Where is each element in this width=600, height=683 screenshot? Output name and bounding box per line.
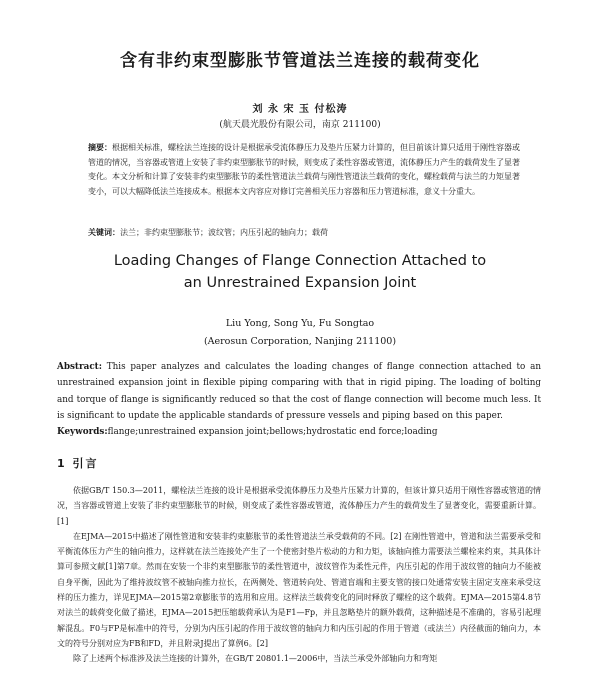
body-paragraph: 除了上述两个标准涉及法兰连接的计算外，在GB/T 20801.1—2006中，当法兰承受外部轴向力和弯矩 <box>73 654 438 664</box>
keywords-cn <box>88 225 520 240</box>
keywords-en <box>57 424 541 440</box>
abstract-cn-text: 根据相关标准，螺栓法兰连接的设计是根据承受流体静压力及垫片压紧力计算的，但目前该计算只适用于刚性容器或管道的情况，当容器或管道上安装了非约束型膨胀节的时候，则变成了柔性容器或管道，流体静压力产生的载荷发生了显著变化。本文分析和计算了安装非约束型膨胀节的柔性管道法兰载荷与刚性管道法兰载荷的变化，螺栓载荷与法兰的力矩显著变小，可以大幅降低法兰连接成本。根据本文内容应对修订完善相关压力容器和压力管道标准，意义十分重大。 <box>88 143 520 196</box>
keywords-en-label: Keywords: <box>57 427 108 437</box>
affiliation-cn: (航天晨光股份有限公司，南京 211100) <box>219 120 381 130</box>
keywords-cn-label: 关键词： <box>88 227 120 237</box>
authors-cn: 刘 永 宋 玉 付松涛 <box>252 104 348 115</box>
abstract-en <box>57 359 541 424</box>
section-heading-introduction: 1 引言 <box>57 457 99 470</box>
paper-title-en-line2: an Unrestrained Expansion Joint <box>183 275 417 291</box>
body-paragraph: 依据GB/T 150.3—2011，螺栓法兰连接的设计是根据承受流体静压力及垫片压紧力计算的，但该计算只适用于刚性容器或管道的情况，当容器或管道上安装了非约束型膨胀节的时候，则变成了柔性容器或管道，流体静压力产生的载荷发生了显著变化，需要重新计算。[1] <box>57 486 541 526</box>
authors-en: Liu Yong, Song Yu, Fu Songtao <box>225 318 375 329</box>
affiliation-en: (Aerosun Corporation, Nanjing 211100) <box>203 336 397 347</box>
abstract-en-text: This paper analyzes and calculates the loading changes of flange connection attached to an unrestrained expansion joint in flexible piping comparing with that in rigid piping. The loading of bolting and torque of flange is significantly reduced so that the cost of flange connection will become much less. It is significant to update the applicable standards of pressure vessels and piping based on this paper. <box>57 362 541 421</box>
body-paragraph: 在EJMA—2015中描述了刚性管道和安装非约束膨胀节的柔性管道法兰承受载荷的不同。[2] 在刚性管道中，管道和法兰需要承受和平衡流体压力产生的轴向推力，这样就在法兰连接处产生了一个使密封垫片松动的力和力矩，该轴向推力需要法兰螺栓来约束，其具体计算可参照文献[1]第7章。然而在安装一个非约束型膨胀节的柔性管道中，波纹管作为柔性元件，内压引起的作用于波纹管的轴向力不能被自身平衡，因此为了维持波纹管不被轴向推力拉长，在两侧处、管道转向处、管道盲端和主要支管的接口处通常安装主固定支座来承受这样的压力推力，详见EJMA—2015第2章膨胀节的选用和应用。这样法兰载荷变化的同时释放了螺栓的这个载荷。EJMA—2015第4.8节对法兰的载荷变化做了描述，EJMA—2015把压缩载荷承认为是F1—Fp，并且忽略垫片的额外载荷，这种描述是不准确的，容易引起理解混乱。F0与FP是标准中的符号，分别为内压引起的作用于波纹管的轴向力和内压引起的作用于管道（或法兰）内径截面的轴向力，本文的符号分别对应为FB和FD，并且附录J提出了算例6。[2] <box>57 531 541 648</box>
keywords-cn-text: 法兰；非约束型膨胀节；波纹管；内压引起的轴向力；载荷 <box>120 228 328 237</box>
keywords-en-text: flange;unrestrained expansion joint;bellows;hydrostatic end force;loading <box>107 427 438 437</box>
abstract-en-label: Abstract: <box>57 362 102 372</box>
abstract-cn <box>88 140 520 199</box>
paper-title-en <box>0 250 600 294</box>
abstract-cn-label: 摘要： <box>88 142 112 152</box>
paper-title-cn: 含有非约束型膨胀节管道法兰连接的载荷变化 <box>120 51 480 71</box>
paper-title-en-line1: Loading Changes of Flange Connection Attached to <box>113 253 487 269</box>
body-text <box>57 483 541 667</box>
